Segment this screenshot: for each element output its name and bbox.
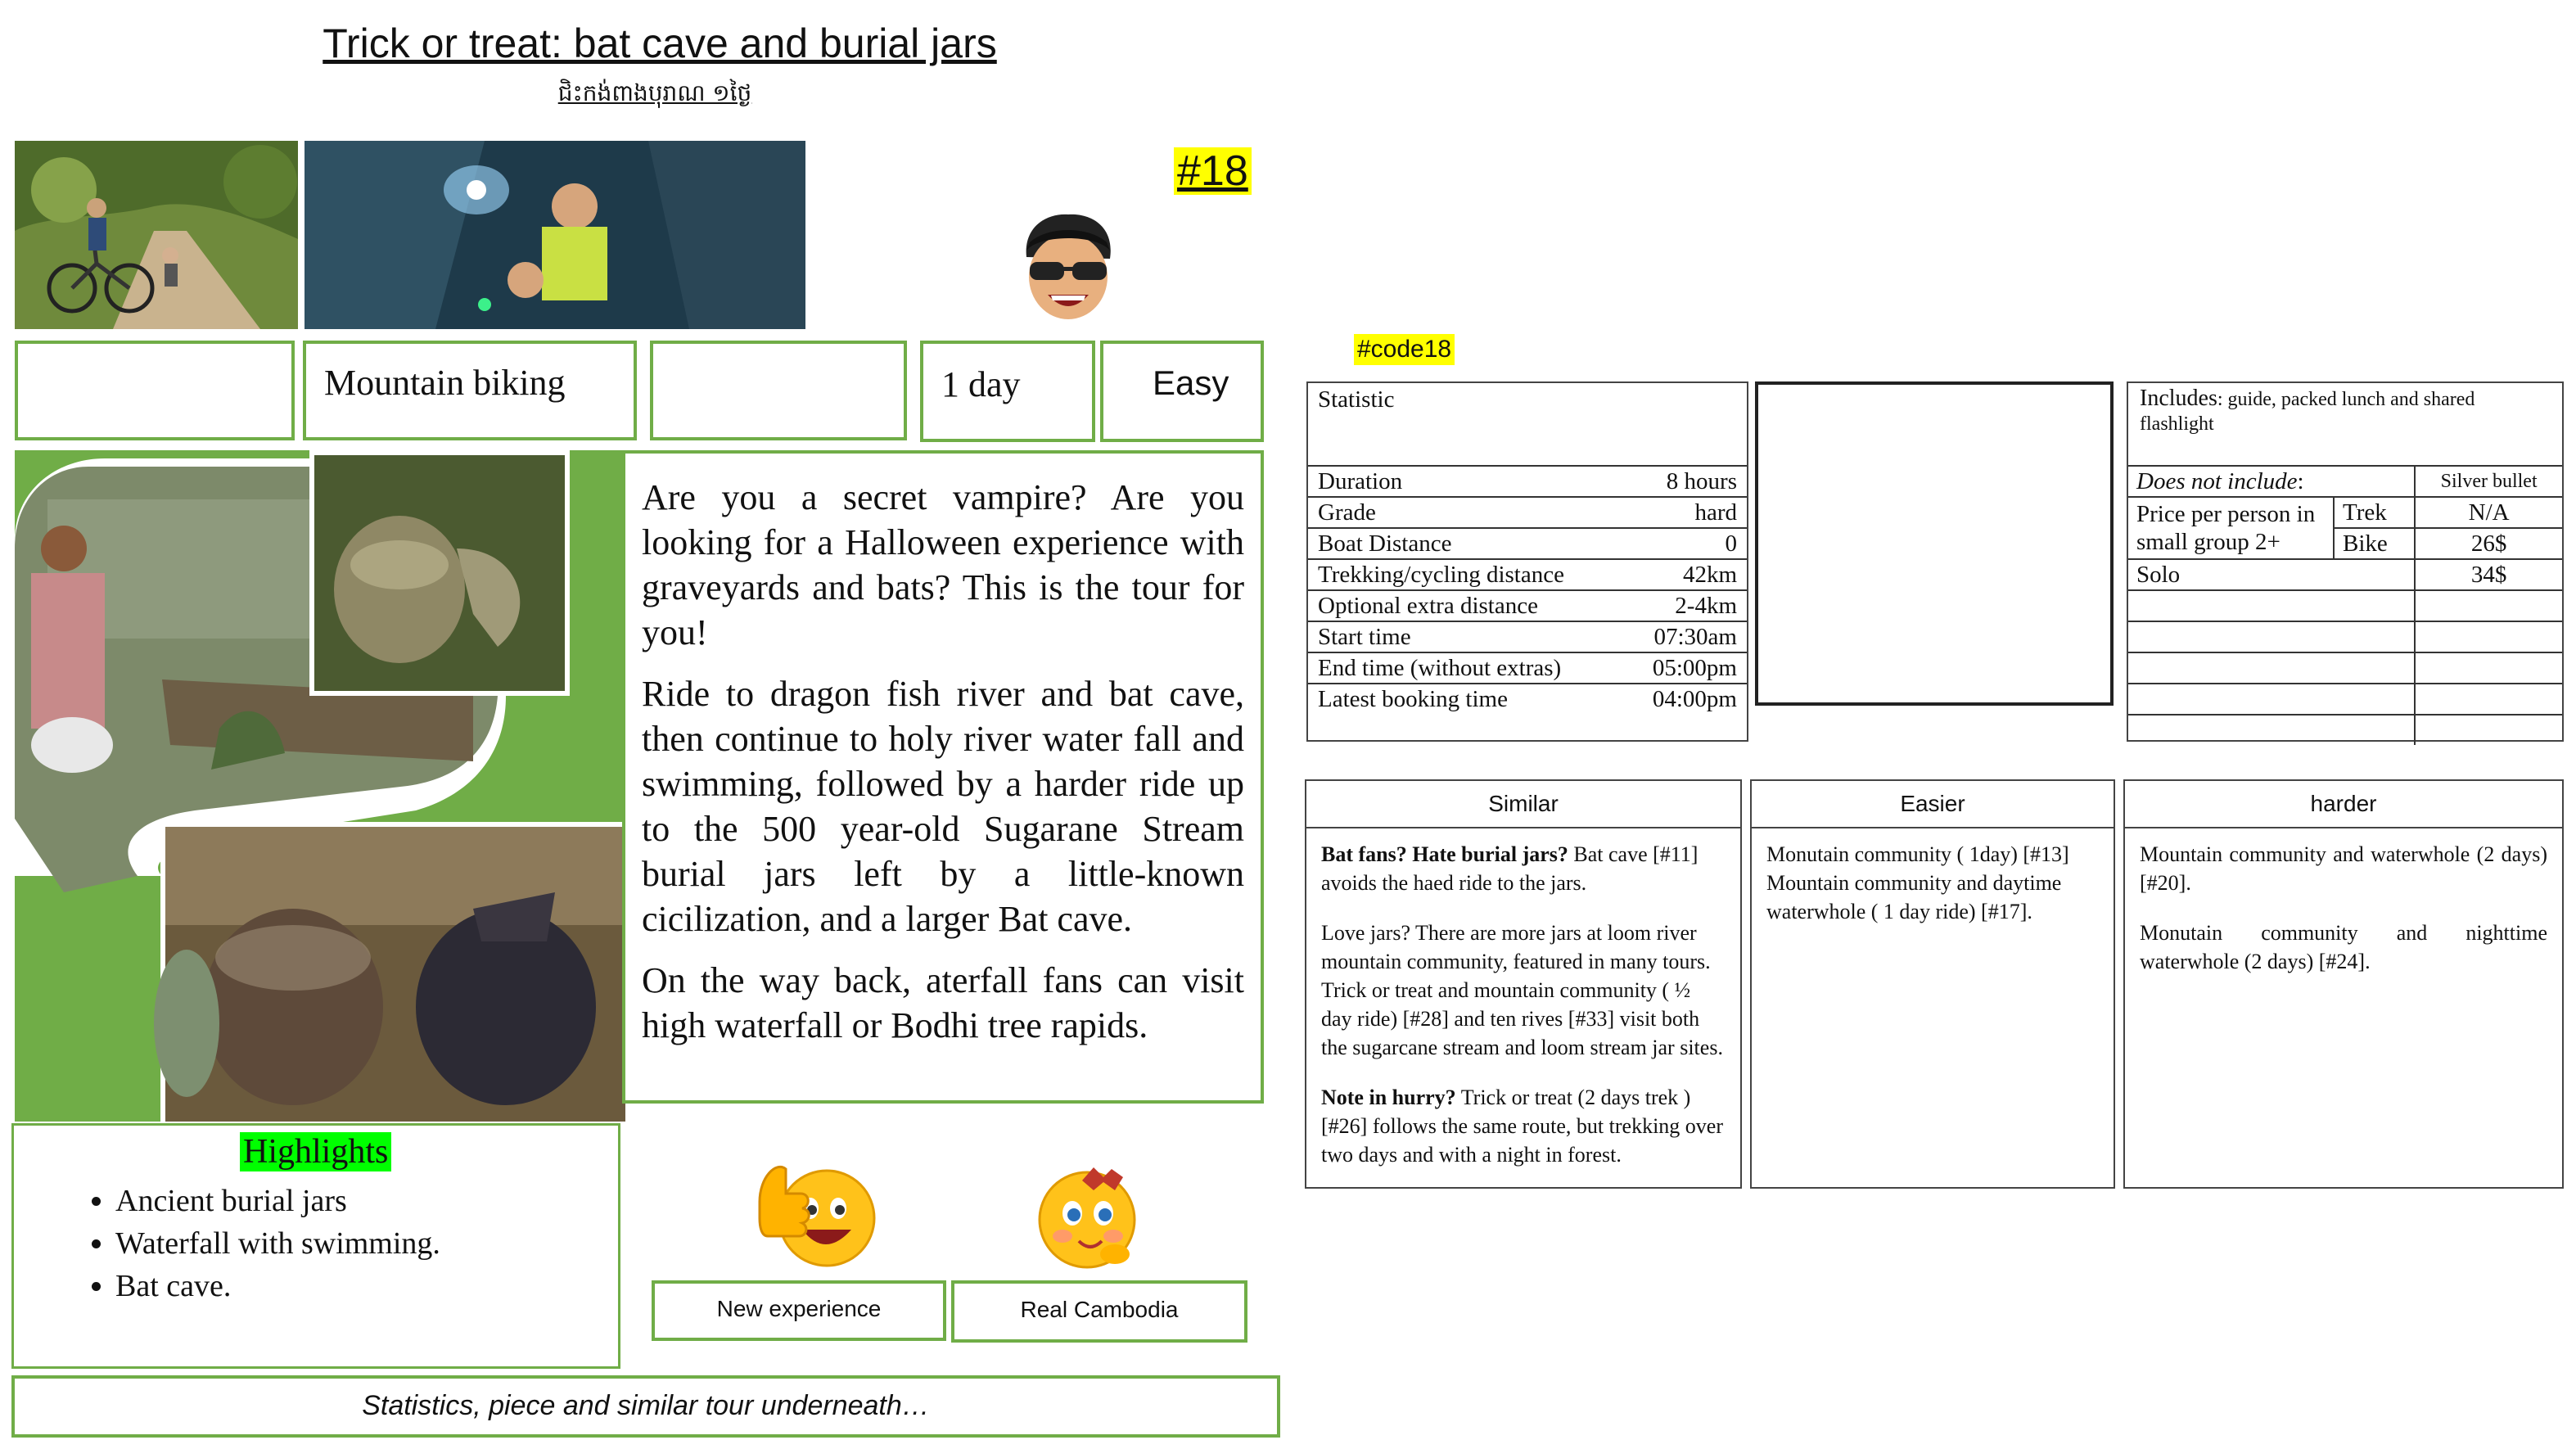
table-row: Grade hard	[1308, 497, 1747, 528]
tag-activity: Mountain biking	[303, 341, 637, 440]
table-row: Trekking/cycling distance 42km	[1308, 559, 1747, 590]
easier-paragraph: Monutain community ( 1day) [#13]	[1766, 842, 2069, 866]
real-cambodia-badge: Real Cambodia	[951, 1280, 1247, 1343]
highlights-list	[38, 1180, 440, 1307]
price-table	[2127, 381, 2564, 742]
highlights-title: Highlights	[240, 1132, 391, 1171]
easier-title: Easier	[1752, 781, 2114, 828]
highlights-box	[11, 1123, 620, 1369]
table-row	[2128, 715, 2562, 745]
table-row: Optional extra distance 2-4km	[1308, 590, 1747, 621]
cave-photo	[305, 141, 805, 329]
table-row	[2128, 621, 2562, 652]
tag-blank-1	[15, 341, 295, 440]
new-experience-badge: New experience	[652, 1280, 946, 1341]
cycling-photo	[15, 141, 298, 329]
table-row: End time (without extras) 05:00pm	[1308, 652, 1747, 684]
table-row: Start time 07:30am	[1308, 621, 1747, 652]
similar-paragraph: Love jars? There are more jars at loom river mountain community, featured in many tours. Trick or treat and mountain community ( ½ day ride) [#28] and ten rives [#33] visit both the sugarcane stream and loom stream jar sites.	[1321, 921, 1723, 1059]
list-item: • Ancient burial jars	[115, 1180, 440, 1222]
description-paragraph: Are you a secret vampire? Are you looking for a Halloween experience with graveyards and bats? This is the tour for you!	[642, 477, 1244, 652]
table-row	[2128, 684, 2562, 715]
table-row: Latest booking time 04:00pm	[1308, 684, 1747, 714]
tag-duration: 1 day	[920, 341, 1095, 442]
table-row: Price per person in small group 2+ Trek N/A	[2128, 497, 2562, 528]
similar-tours	[1305, 779, 1742, 1189]
list-item: • Bat cave.	[115, 1265, 440, 1307]
page-title: Trick or treat: bat cave and burial jars	[323, 20, 997, 66]
footer-note: Statistics, piece and similar tour underneath…	[11, 1375, 1280, 1438]
table-row	[2128, 590, 2562, 621]
harder-tours	[2123, 779, 2564, 1189]
thumbs-up-emoji-icon	[743, 1144, 882, 1269]
description-paragraph: On the way back, aterfall fans can visit high waterfall or Bodhi tree rapids.	[642, 960, 1244, 1045]
table-row	[2128, 652, 2562, 684]
statistic-header: Statistic	[1318, 386, 1395, 413]
harder-paragraph: Mountain community and waterwhole (2 days) [#20].	[2140, 842, 2547, 895]
winking-girl-emoji-icon	[1033, 1162, 1144, 1269]
statistic-rows	[1308, 465, 1747, 714]
tour-code: #code18	[1354, 334, 1455, 365]
table-row: Duration 8 hours	[1308, 466, 1747, 497]
tour-description	[622, 450, 1264, 1104]
table-row: Solo 34$	[2128, 559, 2562, 590]
photo-collage	[15, 450, 625, 1122]
similar-paragraph: Bat fans? Hate burial jars? Bat cave [#11] avoids the haed ride to the jars.	[1321, 842, 1699, 895]
statistic-table	[1306, 381, 1748, 742]
list-item: • Waterfall with swimming.	[115, 1222, 440, 1265]
includes-text: Includes: guide, packed lunch and shared flashlight	[2140, 386, 2475, 435]
description-paragraph: Ride to dragon fish river and bat cave, then continue to holy river water fall and swimming, followed by a harder ride up to the 500 year-old Sugarane Stream burial jars left by a little-known cicilization, and a larger Bat cave.	[642, 674, 1244, 939]
tour-number: #18	[1174, 147, 1252, 195]
harder-paragraph: Monutain community and nighttime waterwhole (2 days) [#24].	[2140, 921, 2547, 973]
map-box	[1755, 381, 2114, 706]
similar-title: Similar	[1306, 781, 1740, 828]
easier-tours	[1750, 779, 2115, 1189]
price-rows	[2128, 465, 2562, 745]
table-row: Bike 26$	[2128, 528, 2562, 559]
similar-paragraph: Note in hurry? Trick or treat (2 days trek ) [#26] follows the same route, but trekking over two days and with a night in forest.	[1321, 1086, 1723, 1167]
table-row: Does not include: Silver bullet	[2128, 466, 2562, 497]
harder-title: harder	[2125, 781, 2562, 828]
tag-difficulty: Easy	[1100, 341, 1264, 442]
tag-blank-2	[650, 341, 907, 440]
guide-avatar-icon	[1015, 210, 1121, 324]
easier-paragraph: Mountain community and daytime waterwhole ( 1 day ride) [#17].	[1766, 871, 2062, 923]
table-row: Boat Distance 0	[1308, 528, 1747, 559]
khmer-subtitle: ជិះកង់ពាងបុរាណ ១ថ្ងៃ	[557, 79, 752, 106]
